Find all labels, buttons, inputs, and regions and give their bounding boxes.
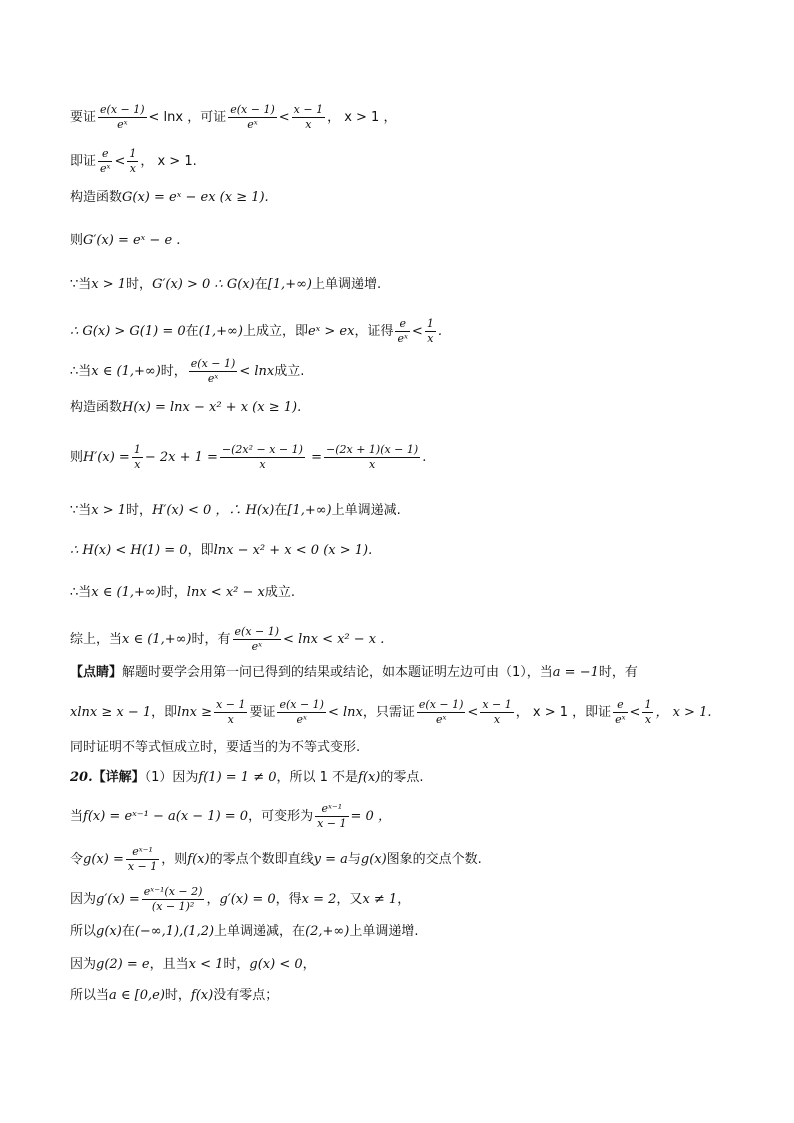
text-segment: ，又: [336, 892, 363, 907]
text-segment: 时，: [160, 364, 187, 379]
text-segment: 成立.: [264, 585, 295, 600]
fraction: [98, 103, 147, 132]
fraction-denominator: eˣ: [100, 162, 111, 175]
math-segment: g(2) = e: [96, 957, 150, 972]
text-segment: ，且当: [149, 957, 189, 972]
text-segment: 与: [347, 852, 361, 867]
math-segment: a = −1: [552, 665, 599, 680]
math-segment: H(x) = lnx − x² + x (x ≥ 1).: [122, 400, 302, 415]
fraction-numerator: eˣ⁻¹(x − 2): [143, 885, 203, 898]
fraction-numerator: e(x − 1): [418, 698, 464, 711]
fraction-denominator: eˣ: [615, 713, 626, 726]
fraction: [613, 698, 627, 727]
math-segment: ， x > 1.: [655, 705, 712, 720]
fraction-denominator: eˣ: [296, 713, 307, 726]
math-segment: g′(x) =: [96, 892, 140, 907]
text-line: [70, 924, 418, 940]
fraction: [233, 625, 282, 654]
math-segment: (2,+∞): [305, 924, 350, 939]
text-segment: 图象的交点个数.: [386, 852, 482, 867]
text-segment: 时，: [126, 277, 153, 292]
text-segment: 则: [70, 450, 84, 465]
text-segment: ，即: [151, 705, 178, 720]
text-segment: ， x > 1 ，即证: [515, 705, 612, 720]
math-segment: G(x) = eˣ − ex (x ≥ 1).: [122, 190, 269, 205]
text-segment: 时，有: [191, 632, 231, 647]
text-segment: 构造函数: [70, 190, 123, 205]
fraction-numerator: x − 1: [482, 698, 512, 711]
text-line: [70, 357, 304, 386]
fraction-numerator: e(x − 1): [100, 103, 145, 116]
fraction: [220, 443, 305, 472]
text-line: [70, 190, 269, 206]
math-segment: f(x): [190, 988, 214, 1003]
math-segment: lnx ≥: [177, 705, 213, 720]
math-segment: x ∈ (1,+∞): [91, 585, 161, 600]
fraction: [417, 698, 466, 727]
text-segment: ， x > 1 ，: [327, 110, 397, 125]
fraction-denominator: eˣ: [251, 640, 262, 653]
text-segment: ，: [302, 957, 316, 972]
fraction: [127, 147, 138, 176]
math-segment: lnx − x² + x < 0 (x > 1).: [213, 543, 373, 558]
math-segment: x ∈ (1,+∞): [122, 632, 192, 647]
text-segment: 即证: [70, 154, 97, 169]
text-segment: 时，: [160, 585, 187, 600]
text-segment: 在: [254, 277, 268, 292]
math-segment: xlnx ≥ x − 1: [70, 705, 152, 720]
fraction-numerator: e: [98, 147, 112, 162]
text-line: [70, 845, 482, 874]
math-segment: f(x): [187, 852, 210, 867]
text-segment: 上单调递增.: [312, 277, 382, 292]
math-segment: < lnx: [327, 705, 363, 720]
text-segment: ∴当: [70, 585, 92, 600]
fraction: [425, 317, 436, 346]
fraction-numerator: x − 1: [293, 103, 324, 116]
text-segment: ，: [206, 892, 220, 907]
fraction-numerator: x − 1: [216, 698, 246, 711]
math-segment: x > 1: [91, 277, 127, 292]
text-segment: ∵当: [70, 277, 92, 292]
math-segment: ∴ G(x) > G(1) = 0: [70, 324, 186, 339]
text-segment: 在: [274, 503, 288, 518]
text-line: [70, 885, 410, 914]
fraction-denominator: x: [493, 713, 501, 726]
text-segment: 所以当: [70, 988, 110, 1003]
fraction: [315, 802, 348, 831]
math-segment: (1,+∞): [198, 324, 243, 339]
text-segment: 则: [70, 233, 84, 248]
fraction: [642, 698, 653, 727]
text-segment: 在: [121, 924, 135, 939]
text-segment: 因为: [70, 957, 97, 972]
math-segment: <: [278, 110, 290, 125]
fraction-denominator: x: [259, 458, 266, 471]
fraction-numerator: e: [395, 317, 409, 332]
fraction-denominator: x: [134, 458, 141, 471]
text-line: [70, 277, 381, 293]
math-segment: .: [437, 324, 442, 339]
text-segment: （1）因为: [144, 770, 199, 785]
text-segment: 【详解】: [92, 770, 145, 785]
fraction-denominator: x: [368, 458, 376, 471]
math-segment: =: [306, 450, 322, 465]
fraction-numerator: eˣ⁻¹: [315, 802, 348, 817]
math-segment: f(x) = eˣ⁻¹ − a(x − 1) = 0: [83, 809, 249, 824]
text-segment: 时，: [223, 957, 250, 972]
fraction-denominator: x: [427, 332, 434, 345]
math-segment: <: [114, 154, 126, 169]
fraction-denominator: eˣ: [117, 118, 128, 131]
fraction-denominator: x − 1: [127, 860, 158, 873]
text-segment: ∴当: [70, 364, 92, 379]
text-segment: 时，有: [598, 665, 638, 680]
text-segment: 时，: [126, 503, 153, 518]
fraction-numerator: e: [613, 698, 627, 713]
math-segment: − 2x + 1 =: [144, 450, 218, 465]
fraction-numerator: eˣ⁻¹: [126, 845, 159, 860]
text-segment: 的零点.: [380, 770, 424, 785]
fraction-numerator: 1: [129, 147, 137, 160]
text-line: [70, 988, 278, 1004]
math-segment: f(x): [358, 770, 381, 785]
text-segment: 时，: [164, 988, 191, 1003]
fraction: [214, 698, 247, 727]
fraction-numerator: 1: [644, 698, 652, 711]
math-segment: < lnx < x² − x .: [283, 632, 385, 647]
math-segment: x ∈ (1,+∞): [91, 364, 161, 379]
text-segment: 上成立，即: [242, 324, 308, 339]
math-segment: <: [629, 705, 641, 720]
math-segment: 20.: [70, 770, 93, 785]
fraction-denominator: x: [305, 118, 312, 131]
text-segment: 成立.: [274, 364, 305, 379]
math-segment: lnx < x² − x: [186, 585, 265, 600]
fraction-denominator: eˣ: [397, 332, 408, 345]
text-line: [70, 665, 638, 681]
fraction: [277, 698, 326, 727]
math-segment: x < 1: [188, 957, 224, 972]
text-line: [70, 957, 316, 973]
text-segment: 所以: [70, 924, 97, 939]
fraction: [98, 147, 112, 176]
fraction-denominator: x − 1: [317, 817, 347, 830]
fraction-denominator: eˣ: [247, 118, 258, 131]
text-segment: 构造函数: [70, 400, 123, 415]
fraction-denominator: eˣ: [435, 713, 447, 726]
fraction: [142, 885, 205, 914]
text-segment: 的零点个数即直线: [209, 852, 314, 867]
fraction-denominator: x: [129, 162, 136, 175]
text-segment: 同时证明不等式恒成立时，要适当的为不等式变形.: [70, 740, 361, 755]
math-segment: ∴ H(x) < H(1) = 0: [70, 543, 188, 558]
text-line: [70, 147, 197, 176]
math-segment: x = 2: [301, 892, 337, 907]
fraction: [324, 443, 420, 472]
text-line: [70, 585, 295, 601]
fraction: [189, 357, 238, 386]
math-segment: <: [411, 324, 423, 339]
text-line: [70, 400, 301, 416]
fraction-denominator: x: [644, 713, 652, 726]
text-segment: 因为: [70, 892, 97, 907]
text-line: [70, 625, 384, 654]
text-line: [70, 443, 426, 472]
fraction-denominator: (x − 1)²: [151, 900, 195, 913]
text-segment: 要证: [249, 705, 276, 720]
math-segment: g(x): [360, 852, 387, 867]
text-line: [70, 543, 372, 559]
fraction-numerator: −(2x + 1)(x − 1): [325, 443, 419, 456]
text-segment: ，可变形为: [248, 809, 314, 824]
text-segment: 在: [185, 324, 199, 339]
fraction: [292, 103, 325, 132]
text-segment: ∵当: [70, 503, 92, 518]
text-segment: 【点睛】: [70, 665, 123, 680]
text-segment: ， x > 1.: [140, 154, 197, 169]
math-segment: (−∞,1),(1,2): [134, 924, 215, 939]
math-segment: G′(x) = eˣ − e .: [83, 233, 181, 248]
text-line: [70, 103, 396, 132]
text-segment: 上单调递增.: [349, 924, 419, 939]
text-segment: 没有零点；: [213, 988, 279, 1003]
text-segment: 令: [70, 852, 84, 867]
text-segment: 综上，当: [70, 632, 123, 647]
text-line: [70, 503, 401, 519]
math-segment: G′(x) > 0 ∴ G(x): [152, 277, 255, 292]
text-segment: 解题时要学会用第一问已得到的结果或结论，如本题证明左边可由（1），当: [122, 665, 553, 680]
text-segment: ，证得: [354, 324, 394, 339]
text-line: [70, 233, 180, 249]
fraction-numerator: e(x − 1): [279, 698, 324, 711]
math-segment: a ∈ [0,e): [109, 988, 165, 1003]
text-segment: < lnx ，可证: [148, 110, 227, 125]
fraction-denominator: x: [227, 713, 234, 726]
fraction: [132, 443, 143, 472]
text-line: [70, 802, 391, 831]
math-segment: [1,+∞): [287, 503, 332, 518]
fraction-numerator: −(2x² − x − 1): [221, 443, 303, 456]
fraction: [395, 317, 409, 346]
text-line: [70, 740, 360, 756]
text-segment: 当: [70, 809, 84, 824]
math-segment: g(x) < 0: [249, 957, 303, 972]
math-segment: H′(x) < 0 ，∴ H(x): [152, 503, 275, 518]
math-segment: g(x): [96, 924, 122, 939]
fraction-numerator: e(x − 1): [190, 357, 236, 370]
text-segment: 要证: [70, 110, 97, 125]
math-segment: y = a: [313, 852, 348, 867]
math-segment: [1,+∞): [267, 277, 312, 292]
math-segment: < lnx: [239, 364, 275, 379]
fraction-numerator: e(x − 1): [230, 103, 275, 116]
text-segment: ，即: [187, 543, 214, 558]
math-segment: .: [422, 450, 427, 465]
math-segment: x ≠ 1: [362, 892, 398, 907]
fraction-denominator: eˣ: [207, 372, 219, 385]
text-segment: ，得: [275, 892, 302, 907]
math-segment: = 0 ，: [350, 809, 391, 824]
text-segment: 上单调递减，在: [214, 924, 306, 939]
text-segment: ，: [397, 892, 411, 907]
text-segment: 上单调递减.: [331, 503, 401, 518]
text-segment: ，所以 1 不是: [276, 770, 359, 785]
math-segment: g(x) =: [83, 852, 124, 867]
math-segment: x > 1: [91, 503, 127, 518]
text-segment: ，只需证: [362, 705, 415, 720]
fraction-numerator: 1: [133, 443, 141, 456]
fraction: [228, 103, 277, 132]
math-segment: f(1) = 1 ≠ 0: [198, 770, 277, 785]
math-segment: <: [467, 705, 479, 720]
math-segment: H′(x) =: [83, 450, 130, 465]
math-segment: eˣ > ex: [307, 324, 355, 339]
text-segment: ，则: [161, 852, 188, 867]
fraction-numerator: 1: [426, 317, 434, 330]
text-line: [70, 317, 442, 346]
fraction: [480, 698, 513, 727]
text-line: [70, 698, 711, 727]
fraction: [126, 845, 159, 874]
math-segment: g′(x) = 0: [219, 892, 276, 907]
text-line: [70, 770, 424, 786]
fraction-numerator: e(x − 1): [234, 625, 280, 638]
